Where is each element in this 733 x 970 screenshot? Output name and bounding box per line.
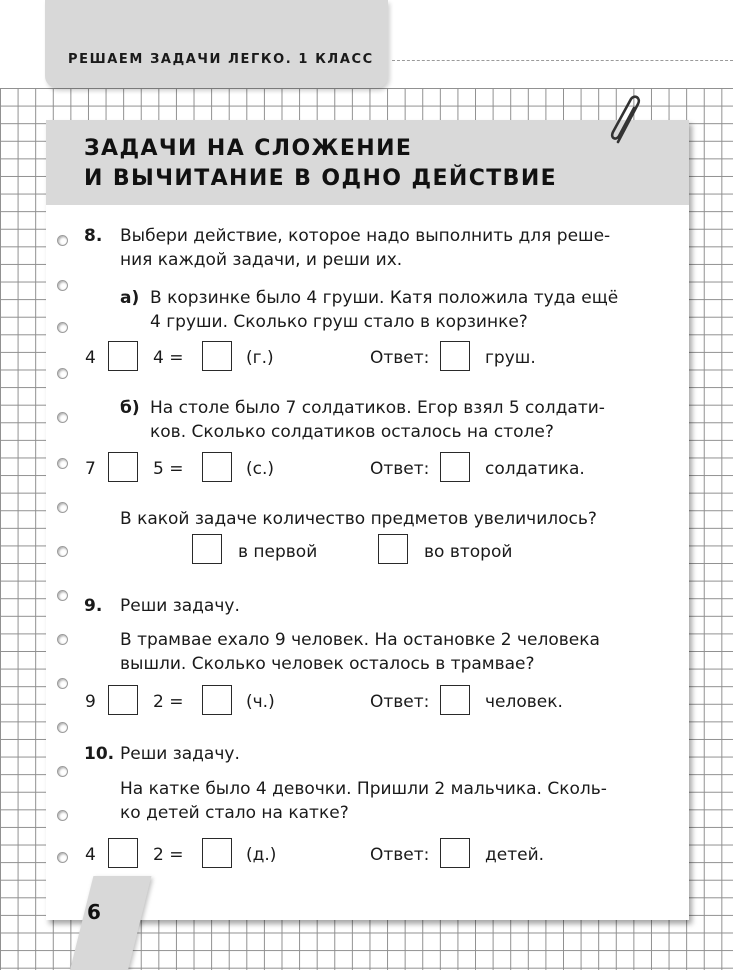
task8b-operation-box[interactable] (108, 452, 138, 482)
task8a-label: а) (120, 288, 140, 308)
binder-hole-icon (57, 458, 68, 469)
paperclip-icon (604, 92, 648, 148)
binder-hole-icon (57, 810, 68, 821)
task8b-line2: ков. Сколько солдатиков осталось на столе? (150, 422, 554, 442)
option-first-label: в первой (238, 542, 318, 562)
binder-hole-icon (57, 502, 68, 513)
binder-hole-icon (57, 634, 68, 645)
task9-instruction: Реши задачу. (120, 596, 240, 616)
task9-operand2: 2 = (153, 692, 184, 712)
task10-operand2: 2 = (153, 845, 184, 865)
topic-title-line1: ЗАДАЧИ НА СЛОЖЕНИЕ (84, 136, 413, 161)
task10-operand1: 4 (85, 845, 96, 865)
task8a-line2: 4 груши. Сколько груш стало в корзинке? (150, 312, 528, 332)
task8a-operation-box[interactable] (108, 341, 138, 371)
binder-hole-icon (57, 546, 68, 557)
task9-answer-unit: человек. (485, 692, 563, 712)
task9-line2: вышли. Сколько человек осталось в трамвае? (120, 654, 535, 674)
binder-hole-icon (57, 322, 68, 333)
task9-unit: (ч.) (246, 692, 275, 712)
task8b-operand1: 7 (85, 459, 96, 479)
task8a-answer-label: Ответ: (370, 348, 430, 368)
task10-line2: ко детей стало на катке? (120, 803, 349, 823)
binder-hole-icon (57, 368, 68, 379)
binder-hole-icon (57, 766, 68, 777)
option-second-checkbox[interactable] (378, 534, 408, 564)
task8a-unit: (г.) (246, 348, 274, 368)
task10-operation-box[interactable] (108, 838, 138, 868)
task8a-line1: В корзинке было 4 груши. Катя положила туда ещё (150, 288, 619, 308)
task9-result-box[interactable] (202, 685, 232, 715)
task8a-operand2: 4 = (153, 348, 184, 368)
task8-text-line2: ния каждой задачи, и реши их. (120, 250, 403, 270)
task8b-answer-label: Ответ: (370, 459, 430, 479)
task8a-result-box[interactable] (202, 341, 232, 371)
task10-line1: На катке было 4 девочки. Пришли 2 мальчика. Сколь- (120, 779, 607, 799)
task8-question: В какой задаче количество предметов увеличилось? (120, 509, 597, 529)
topic-title-line2: И ВЫЧИТАНИЕ В ОДНО ДЕЙСТВИЕ (84, 166, 558, 191)
binder-hole-icon (57, 412, 68, 423)
task8-text-line1: Выбери действие, которое надо выполнить для реше- (120, 226, 611, 246)
task8b-operand2: 5 = (153, 459, 184, 479)
task10-answer-label: Ответ: (370, 845, 430, 865)
task8b-answer-unit: солдатика. (485, 459, 585, 479)
task10-answer-box[interactable] (440, 838, 470, 868)
option-second-label: во второй (424, 542, 513, 562)
task9-answer-box[interactable] (440, 685, 470, 715)
binder-hole-icon (57, 678, 68, 689)
binder-hole-icon (57, 590, 68, 601)
task9-operation-box[interactable] (108, 685, 138, 715)
task10-number: 10. (84, 744, 115, 764)
task8a-answer-unit: груш. (485, 348, 536, 368)
book-title: РЕШАЕМ ЗАДАЧИ ЛЕГКО. 1 КЛАСС (68, 52, 374, 67)
topic-header (46, 120, 689, 205)
binder-hole-icon (57, 280, 68, 291)
task8a-operand1: 4 (85, 348, 96, 368)
binder-hole-icon (57, 235, 68, 246)
task9-number: 9. (84, 596, 103, 616)
task10-unit: (д.) (246, 845, 277, 865)
header-tab (45, 0, 388, 88)
binder-hole-icon (57, 852, 68, 863)
task8b-answer-box[interactable] (440, 452, 470, 482)
header-dashed-line (392, 60, 733, 61)
task9-operand1: 9 (85, 692, 96, 712)
task10-answer-unit: детей. (485, 845, 545, 865)
task9-line1: В трамвае ехало 9 человек. На остановке 2 человека (120, 630, 600, 650)
option-first-checkbox[interactable] (192, 534, 222, 564)
topic-title (84, 134, 557, 194)
page-number: 6 (87, 900, 101, 924)
task8b-label: б) (120, 398, 140, 418)
task8-number: 8. (84, 226, 103, 246)
task8b-line1: На столе было 7 солдатиков. Егор взял 5 солдати- (150, 398, 605, 418)
task8a-answer-box[interactable] (440, 341, 470, 371)
task9-answer-label: Ответ: (370, 692, 430, 712)
task8b-result-box[interactable] (202, 452, 232, 482)
task10-result-box[interactable] (202, 838, 232, 868)
binder-hole-icon (57, 722, 68, 733)
task8b-unit: (с.) (246, 459, 275, 479)
task10-instruction: Реши задачу. (120, 744, 240, 764)
